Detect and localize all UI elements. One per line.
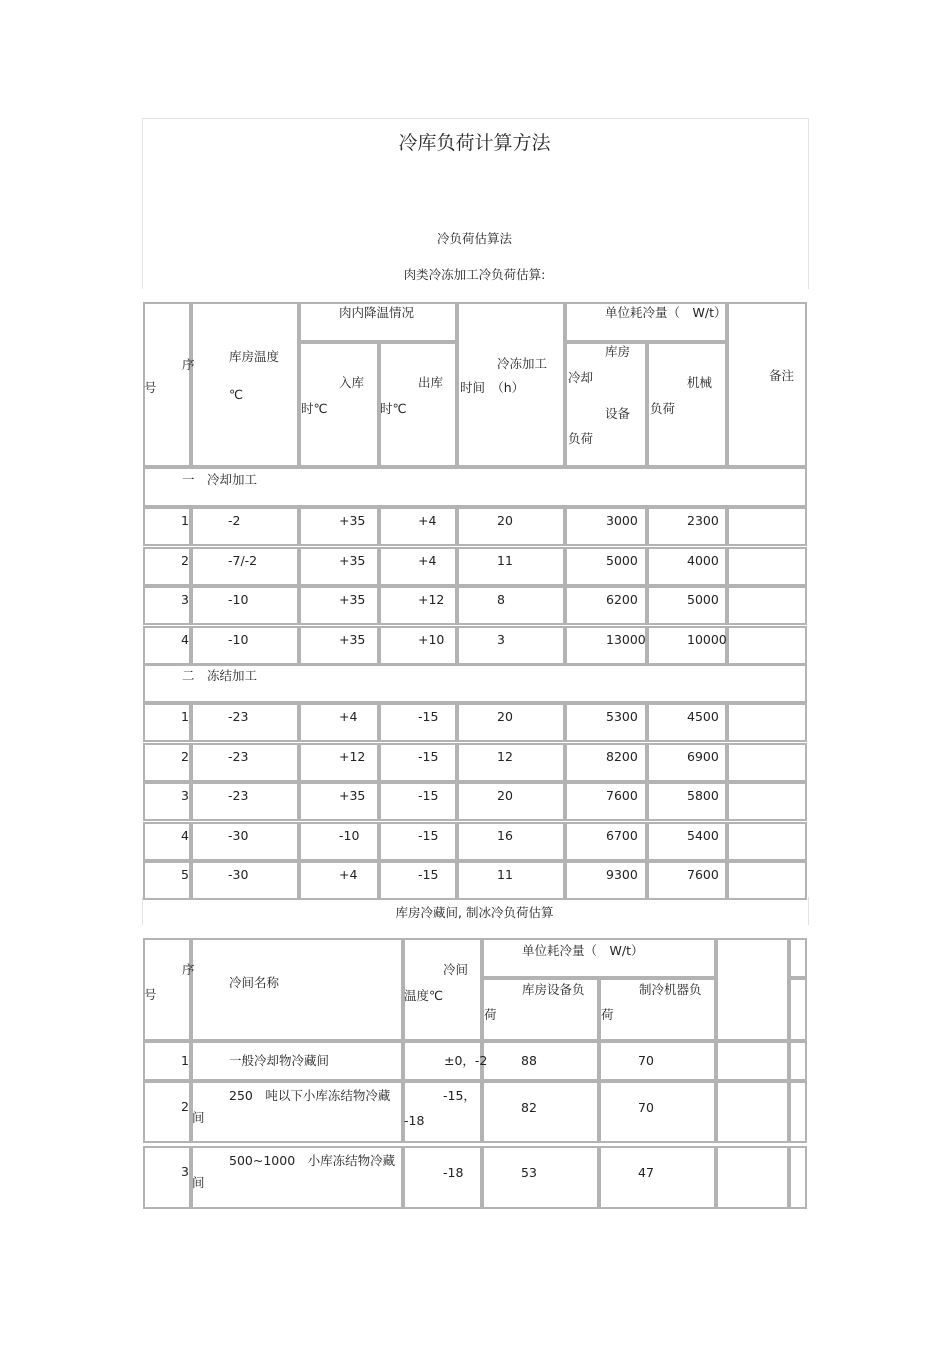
header-out-b: 时℃: [380, 401, 407, 416]
table-cell: [789, 1081, 807, 1143]
cell-room-name: 250 吨以下小库冻结物冷藏: [229, 1088, 391, 1103]
cell-mech-load: 5400: [687, 827, 719, 843]
header-room-load-cell: [565, 342, 647, 467]
cell-out-temp: -15: [418, 788, 439, 803]
table-cell: [789, 1146, 807, 1209]
table-cell: [727, 507, 807, 546]
cell-room-temp: -10: [228, 592, 249, 607]
cell-freeze-time: 20: [497, 513, 513, 528]
section-label-cooling: 一 冷却加工: [182, 472, 258, 487]
cell-room-temp: -10: [228, 631, 249, 647]
header-seq-top: 序: [182, 357, 195, 372]
t2-header-seq-top: 序: [182, 962, 195, 977]
table-cell: [457, 626, 565, 665]
cell-in-temp: +12: [339, 748, 366, 764]
cell-in-temp: +35: [339, 788, 366, 803]
t2-header-machine-a: 制冷机器负: [639, 982, 702, 997]
header-room-temp-b: ℃: [229, 387, 244, 402]
cell-freeze-time: 11: [497, 552, 513, 568]
row-seq: 1: [181, 1053, 189, 1068]
table-cell: [482, 1146, 599, 1209]
header-room-temp-cell: [191, 302, 299, 467]
cell-freeze-time: 8: [497, 592, 505, 607]
cell-in-temp: -10: [339, 827, 360, 843]
header-remark-cell: [727, 302, 807, 467]
section-heading-estimation: 冷负荷估算法: [436, 231, 512, 246]
table-cell: [599, 1146, 716, 1209]
row-seq: 2: [181, 1099, 189, 1114]
t2-header-unit-cooling: 单位耗冷量（ W/t）: [522, 943, 644, 958]
table-cell: [727, 626, 807, 665]
cell-in-temp: +35: [339, 631, 366, 647]
table-cell: [716, 1146, 789, 1209]
cell-freeze-time: 11: [497, 867, 513, 882]
table-cell: [457, 586, 565, 625]
cell-room-load: 13000: [606, 631, 646, 647]
table-cell: [716, 1041, 789, 1081]
cell-room-name: 一般冷却物冷藏间: [229, 1053, 330, 1068]
row-seq: 1: [181, 513, 189, 528]
cell-out-temp: +10: [418, 631, 445, 647]
cell-out-temp: +12: [418, 592, 445, 607]
table-cell: [716, 1081, 789, 1143]
table-cell: [727, 547, 807, 586]
header-room-temp-a: 库房温度: [229, 349, 280, 364]
row-seq: 3: [181, 788, 189, 803]
cell-mech-load: 2300: [687, 513, 719, 528]
t2-header-equip-a: 库房设备负: [522, 982, 585, 997]
cell-room-name-cont: 间: [192, 1110, 205, 1125]
cell-room-temp: -2: [228, 513, 241, 528]
section-heading-meat: 肉类冷冻加工冷负荷估算:: [403, 267, 546, 282]
cell-mech-load: 6900: [687, 748, 719, 764]
cell-out-temp: -15: [418, 827, 439, 843]
cell-equip-load: 88: [521, 1053, 537, 1068]
row-seq: 3: [181, 1164, 189, 1179]
cell-temp: -15，: [443, 1088, 476, 1103]
t2-header-room-name: 冷间名称: [229, 975, 280, 990]
cell-mech-load: 4500: [687, 709, 719, 724]
cell-room-load: 9300: [606, 867, 638, 882]
cell-in-temp: +35: [339, 513, 366, 528]
cell-room-temp: -23: [228, 709, 249, 724]
row-seq: 2: [181, 748, 189, 764]
cell-freeze-time: 12: [497, 748, 513, 764]
header-remark: 备注: [769, 368, 795, 383]
header-mech-a: 机械: [687, 375, 713, 390]
header-in-a: 入库: [339, 375, 365, 390]
t2-header-name-cell: [191, 938, 403, 1041]
cell-temp-cont: -18: [404, 1113, 425, 1128]
cell-out-temp: -15: [418, 748, 439, 764]
table-cell: [727, 703, 807, 742]
header-freeze-a: 冷冻加工: [497, 356, 548, 371]
header-room-b: 冷却: [568, 370, 594, 385]
header-room-a: 库房: [605, 344, 631, 359]
cell-room-load: 7600: [606, 788, 638, 803]
table-cell: [727, 782, 807, 821]
t2-header-equip-b: 荷: [484, 1007, 497, 1022]
cell-machine-load: 70: [638, 1100, 654, 1115]
cell-room-load: 6700: [606, 827, 638, 843]
table-cell: [191, 507, 299, 546]
table-cell: [727, 586, 807, 625]
row-seq: 4: [181, 827, 189, 843]
header-mech-b: 负荷: [650, 401, 676, 416]
header-seq-bottom: 号: [144, 380, 157, 395]
cell-mech-load: 7600: [687, 867, 719, 882]
table-cell: [727, 861, 807, 900]
page-title: 冷库负荷计算方法: [398, 132, 551, 154]
header-room-c: 设备: [605, 406, 631, 421]
table-cell: [482, 1041, 599, 1081]
row-seq: 5: [181, 867, 189, 882]
header-out-a: 出库: [418, 375, 444, 390]
cell-temp: -18: [443, 1165, 464, 1180]
cell-room-temp: -23: [228, 748, 249, 764]
cell-freeze-time: 16: [497, 827, 513, 843]
cell-room-load: 6200: [606, 592, 638, 607]
cell-room-load: 5300: [606, 709, 638, 724]
cell-room-temp: -30: [228, 827, 249, 843]
table-cell: [727, 743, 807, 782]
header-room-d: 负荷: [568, 431, 594, 446]
header-meat-cooling: 肉内降温情况: [339, 305, 415, 320]
row-seq: 1: [181, 709, 189, 724]
table-cell: [727, 822, 807, 861]
row-seq: 4: [181, 631, 189, 647]
table-cell: [599, 1041, 716, 1081]
table-cell: [482, 1081, 599, 1143]
cell-equip-load: 82: [521, 1100, 537, 1115]
cell-mech-load: 5800: [687, 788, 719, 803]
cell-room-load: 5000: [606, 552, 638, 568]
section-heading-storage: 库房冷藏间, 制冰冷负荷估算: [395, 905, 554, 920]
cell-room-temp: -30: [228, 867, 249, 882]
t2-header-seq-bottom: 号: [144, 987, 157, 1002]
cell-in-temp: +4: [339, 867, 358, 882]
t2-header-edge-top: [789, 938, 807, 978]
cell-temp: ±0，-2: [444, 1053, 488, 1068]
cell-in-temp: +35: [339, 552, 366, 568]
cell-in-temp: +4: [339, 709, 358, 724]
cell-mech-load: 4000: [687, 552, 719, 568]
cell-mech-load: 10000: [687, 631, 727, 647]
cell-room-name-cont: 间: [192, 1175, 205, 1190]
t2-header-temp-b: 温度℃: [404, 988, 444, 1003]
t2-header-machine-b: 荷: [601, 1007, 614, 1022]
t2-header-temp-a: 冷间: [443, 962, 469, 977]
cell-mech-load: 5000: [687, 592, 719, 607]
cell-freeze-time: 3: [497, 631, 505, 647]
table-cell: [599, 1081, 716, 1143]
header-unit-cooling: 单位耗冷量（ W/t）: [605, 305, 727, 320]
cell-freeze-time: 20: [497, 788, 513, 803]
cell-in-temp: +35: [339, 592, 366, 607]
cell-out-temp: -15: [418, 867, 439, 882]
cell-machine-load: 70: [638, 1053, 654, 1068]
cell-room-temp: -7/-2: [228, 552, 258, 568]
t2-header-edge-bottom: [789, 978, 807, 1041]
cell-out-temp: -15: [418, 709, 439, 724]
cell-room-temp: -23: [228, 788, 249, 803]
cell-room-load: 8200: [606, 748, 638, 764]
row-seq: 3: [181, 592, 189, 607]
cell-room-load: 3000: [606, 513, 638, 528]
row-seq: 2: [181, 552, 189, 568]
header-in-b: 时℃: [301, 401, 328, 416]
cell-out-temp: +4: [418, 552, 437, 568]
t2-header-blank-cell: [716, 938, 789, 1041]
section-label-freezing: 二 冻结加工: [182, 668, 258, 683]
cell-room-name: 500~1000 小库冻结物冷藏: [229, 1153, 396, 1168]
cell-machine-load: 47: [638, 1165, 654, 1180]
cell-out-temp: +4: [418, 513, 437, 528]
table-cell: [789, 1041, 807, 1081]
header-freeze-b: 时间 （h）: [460, 380, 525, 395]
cell-freeze-time: 20: [497, 709, 513, 724]
cell-equip-load: 53: [521, 1165, 537, 1180]
